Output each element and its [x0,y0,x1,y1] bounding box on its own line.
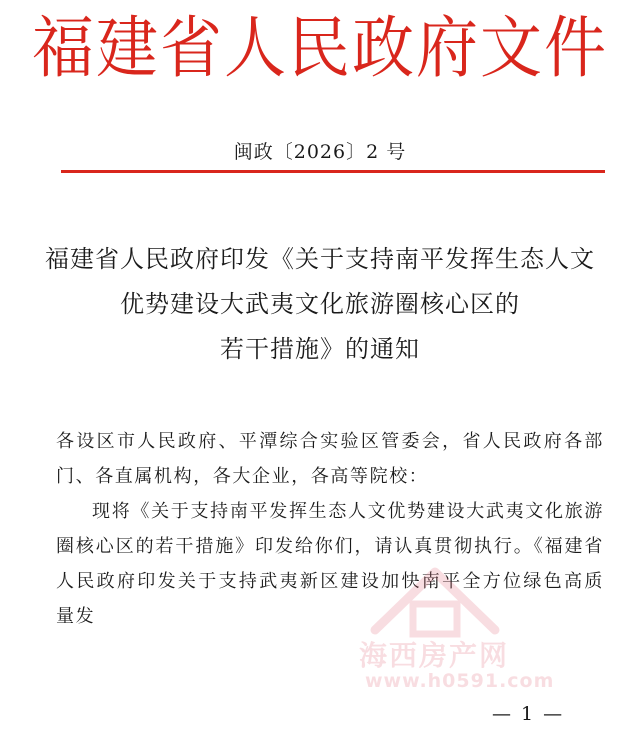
document-title [0,240,640,375]
red-divider-line [61,170,605,173]
watermark-site-name: 海西房产网 [359,639,510,672]
document-title-line-3: 若干措施》的通知 [220,335,420,363]
document-body [56,424,604,634]
document-title-line-1: 福建省人民政府印发《关于支持南平发挥生态人文 [45,245,595,273]
addressee-paragraph: 各设区市人民政府、平潭综合实验区管委会，省人民政府各部门、各直属机构，各大企业，各高等院校： [56,431,604,487]
page-number: — 1 — [492,703,565,725]
body-paragraph: 现将《关于支持南平发挥生态人文优势建设大武夷文化旅游圈核心区的若干措施》印发给你们，请认真贯彻执行。《福建省人民政府印发关于支持武夷新区建设加快南平全方位绿色高质量发 [56,501,604,627]
watermark-url: www.h0591.com [365,670,555,692]
document-title-line-2: 优势建设大武夷文化旅游圈核心区的 [120,290,520,318]
document-header-title: 福建省人民政府文件 [31,8,608,88]
document-number: 闽政〔2026〕2 号 [233,141,407,163]
